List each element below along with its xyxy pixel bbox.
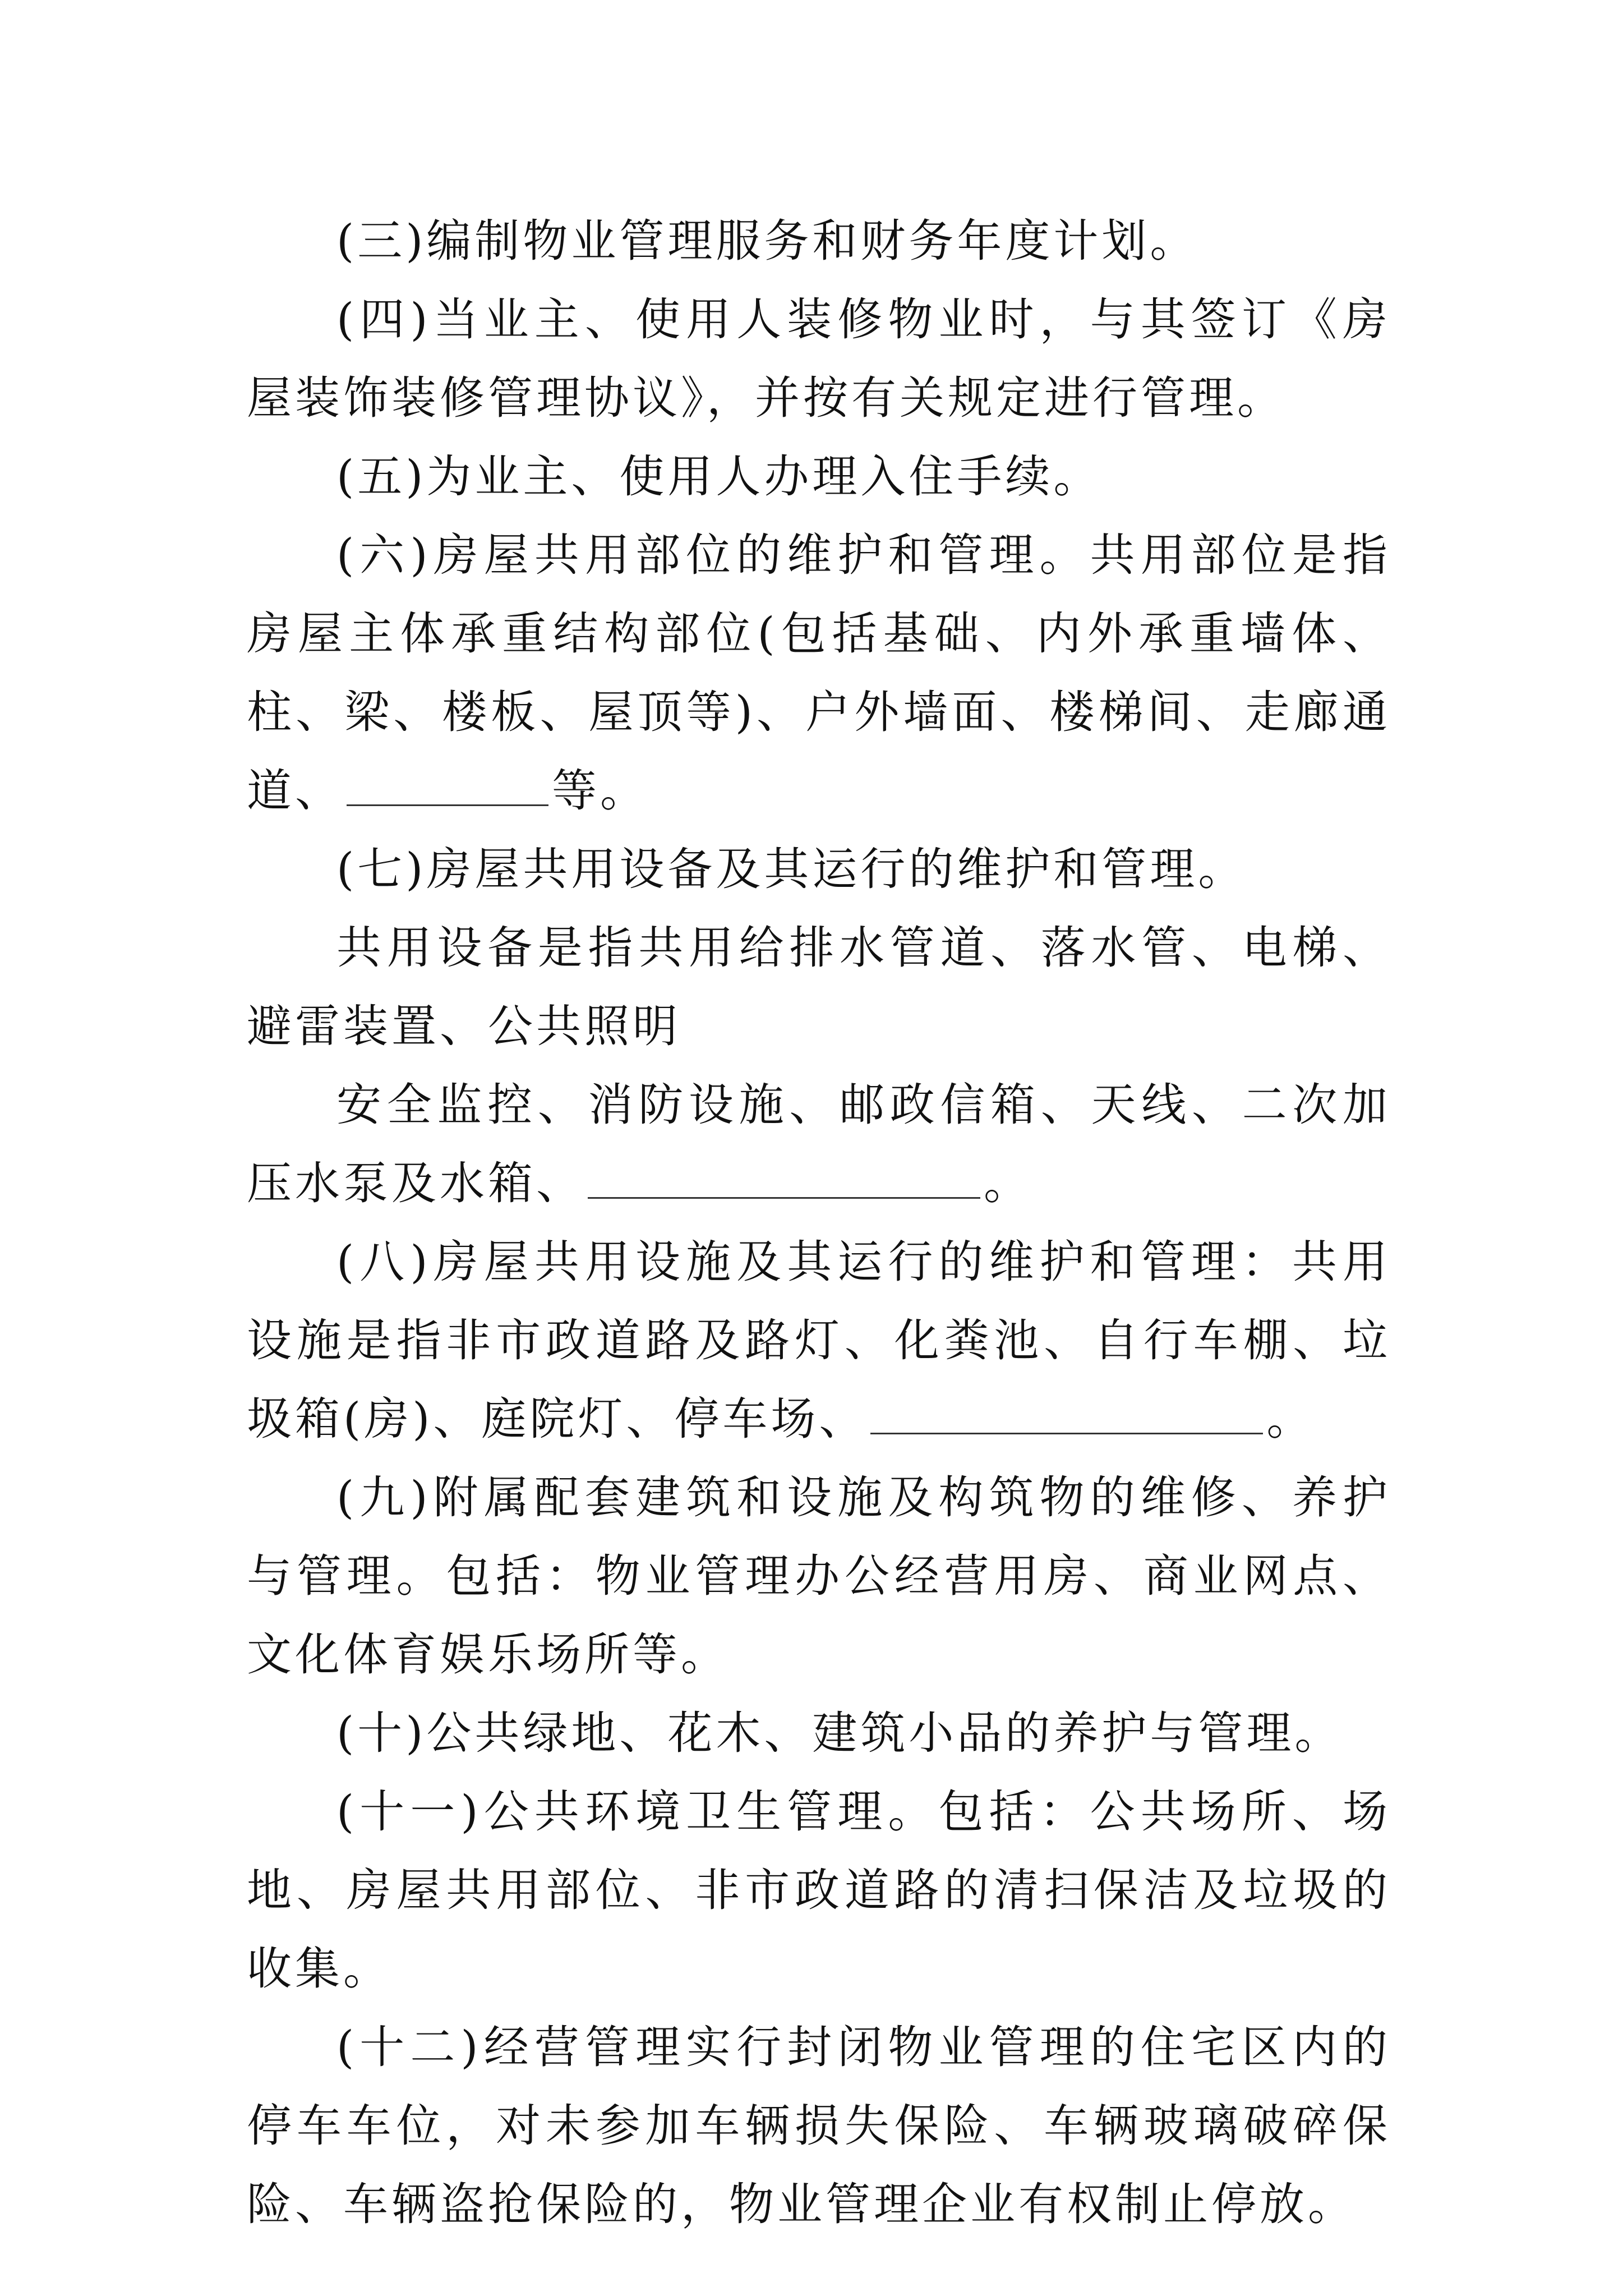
- paragraph-7: (七)房屋共用设备及其运行的维护和管理。: [336, 843, 1247, 895]
- paragraph-shared-equipment: 共用设备是指共用给排水管道、落水管、电梯、避雷装置、公共照明: [247, 922, 1391, 1052]
- paragraph-equipment-ending: 。: [984, 1157, 1032, 1209]
- paragraph-12: (十二)经营管理实行封闭物业管理的住宅区内的停车车位，对未参加车辆损失保险、车辆玻璃破碎保险、车辆盗抢保险的，物业管理企业有权制止停放。: [247, 2021, 1391, 2230]
- fill-in-blank[interactable]: [870, 1393, 1263, 1434]
- fill-in-blank[interactable]: [347, 765, 548, 806]
- paragraph-8: [247, 1223, 1391, 1458]
- paragraph-3: (三)编制物业管理服务和财务年度计划。: [336, 215, 1198, 267]
- paragraph-5: (五)为业主、使用人办理入住手续。: [336, 450, 1102, 503]
- paragraph-4: (四)当业主、使用人装修物业时，与其签订《房屋装饰装修管理协议》，并按有关规定进行管理。: [247, 293, 1391, 424]
- paragraph-6-ending: 等。: [552, 765, 648, 817]
- paragraph-equipment-text: 安全监控、消防设施、邮政信箱、天线、二次加压水泵及水箱、: [247, 1079, 1391, 1209]
- fill-in-blank[interactable]: [588, 1158, 980, 1199]
- paragraph-9: (九)附属配套建筑和设施及构筑物的维修、养护与管理。包括：物业管理办公经营用房、商业网点、文化体育娱乐场所等。: [247, 1471, 1391, 1681]
- paragraph-6-text: (六)房屋共用部位的维护和管理。共用部位是指房屋主体承重结构部位(包括基础、内外承重墙体、柱、梁、楼板、屋顶等)、户外墙面、楼梯间、走廊通道、: [247, 529, 1391, 817]
- paragraph-6: [247, 516, 1391, 830]
- document-body: [247, 202, 1391, 2244]
- paragraph-11: (十一)公共环境卫生管理。包括：公共场所、场地、房屋共用部位、非市政道路的清扫保洁及垃圾的收集。: [247, 1786, 1391, 1995]
- paragraph-8-ending: 。: [1266, 1393, 1315, 1445]
- paragraph-10: (十)公共绿地、花木、建筑小品的养护与管理。: [336, 1707, 1343, 1759]
- paragraph-8-text: (八)房屋共用设施及其运行的维护和管理：共用设施是指非市政道路及路灯、化粪池、自行车棚、垃圾箱(房)、庭院灯、停车场、: [247, 1236, 1391, 1445]
- paragraph-shared-equipment-cont: [247, 1066, 1391, 1223]
